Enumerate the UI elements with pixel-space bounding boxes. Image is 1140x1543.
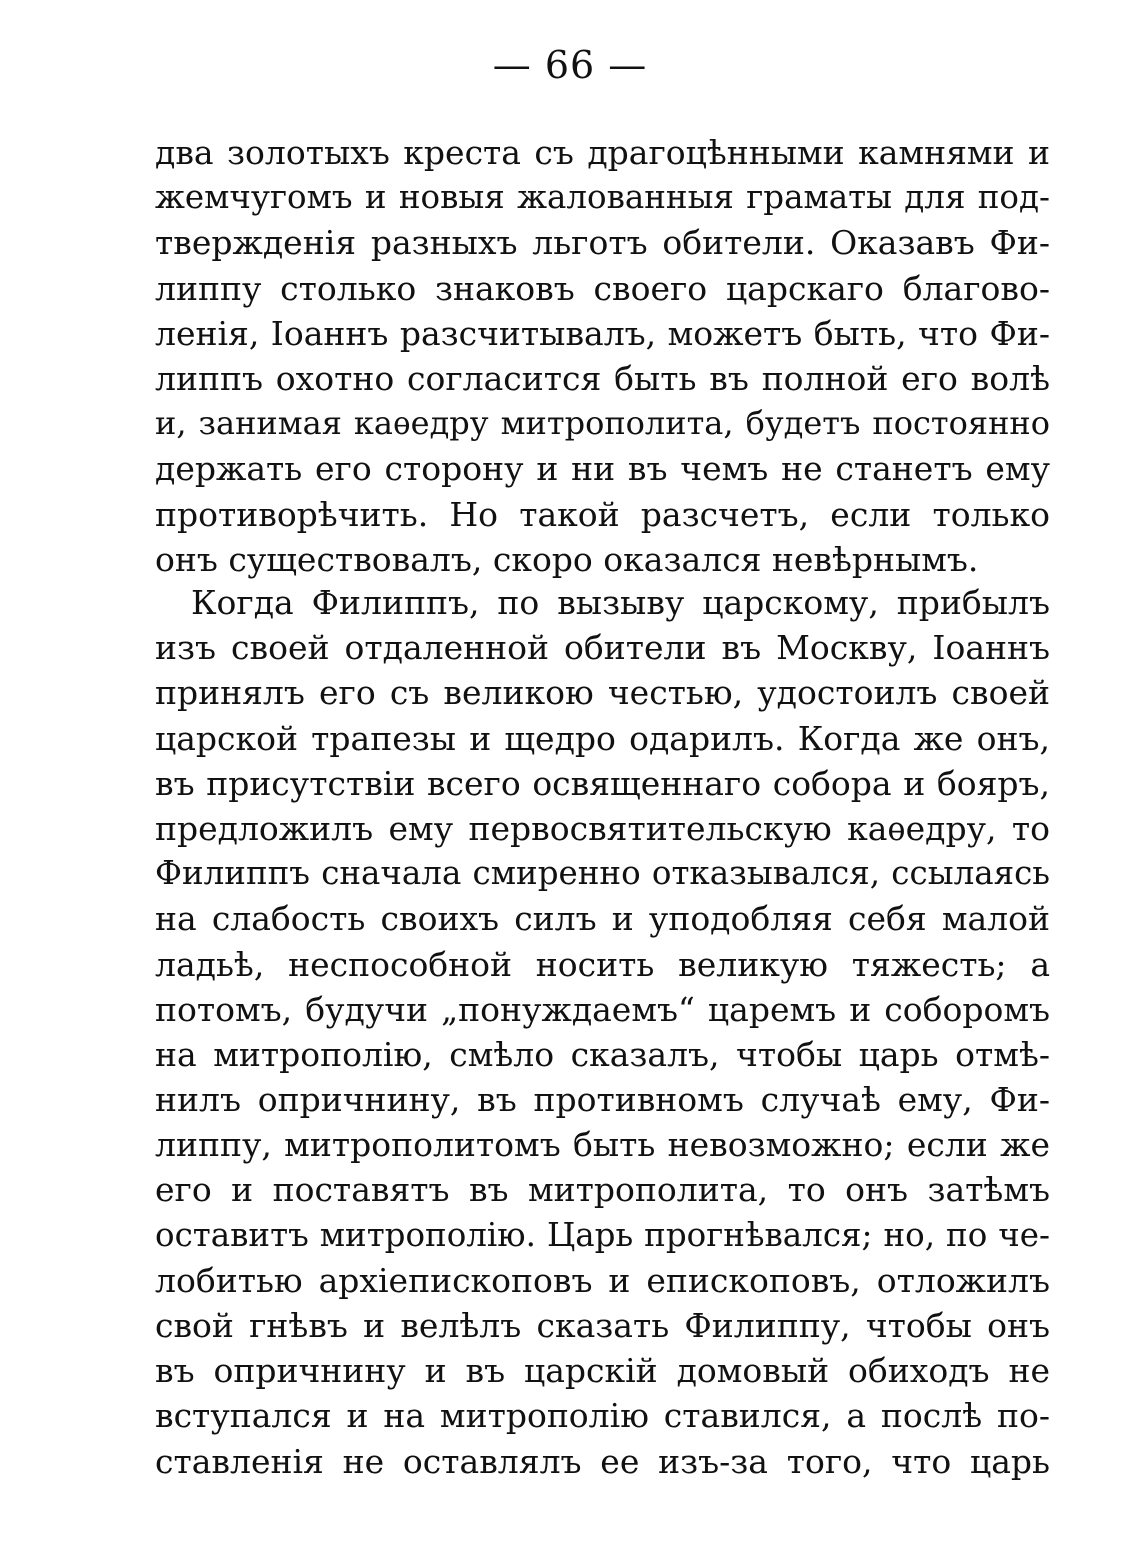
text-line: въ присутствіи всего освященнаго собора и бояръ, — [155, 763, 1050, 803]
text-line: и, занимая каѳедру митрополита, будетъ постоянно — [155, 404, 1050, 443]
text-line: ладьѣ, неспособной носить великую тяжесть; а — [155, 944, 1050, 984]
text-line: Филиппъ сначала смиренно отказывался, ссылаясь — [155, 854, 1050, 893]
text-line: свой гнѣвъ и велѣлъ сказать Филиппу, чтобы онъ — [155, 1306, 1050, 1345]
paragraph-2 — [155, 580, 1050, 1484]
text-line: принялъ его съ великою честью, удостоилъ своей — [155, 673, 1050, 713]
text-line: липпу столько знаковъ своего царскаго благово- — [155, 268, 1050, 308]
text-line: на слабость своихъ силъ и уподобляя себя малой — [155, 899, 1050, 939]
text-line: вступался и на митрополію ставился, а послѣ по- — [155, 1396, 1050, 1436]
text-line: лобитью архіепископовъ и епископовъ, отложилъ — [155, 1260, 1050, 1300]
text-line: липпъ охотно согласится быть въ полной его волѣ — [155, 358, 1050, 398]
text-line: два золотыхъ креста съ драгоцѣнными камнями и — [155, 133, 1050, 172]
text-line: царской трапезы и щедро одарилъ. Когда же онъ, — [155, 718, 1050, 758]
text-line: оставитъ митрополію. Царь прогнѣвался; но, по че- — [155, 1215, 1050, 1254]
text-line: ставленія не оставлялъ ее изъ-за того, что царь — [155, 1441, 1050, 1481]
text-line: держать его сторону и ни въ чемъ не станетъ ему — [155, 449, 1050, 489]
text-line: потомъ, будучи „понуждаемъ“ царемъ и соборомъ — [155, 989, 1050, 1029]
text-line: въ опричнину и въ царскій домовый обиходъ не — [155, 1351, 1050, 1391]
text-line: ленія, Іоаннъ разсчитывалъ, можетъ быть, что Фи- — [155, 313, 1050, 353]
text-line: жемчугомъ и новыя жалованныя граматы для под- — [155, 178, 1050, 217]
text-line: липпу, митрополитомъ быть невозможно; если же — [155, 1125, 1050, 1165]
page-number: — 66 — — [492, 43, 648, 87]
text-line: противорѣчить. Но такой разсчетъ, если только — [155, 494, 1050, 534]
text-line: онъ существовалъ, скоро оказался невѣрнымъ. — [155, 539, 979, 579]
text-line: на митрополію, смѣло сказалъ, чтобы царь отмѣ- — [155, 1034, 1050, 1074]
paragraph-1 — [155, 130, 1050, 582]
text-line: твержденія разныхъ льготъ обители. Оказавъ Фи- — [155, 223, 1050, 263]
text-line: изъ своей отдаленной обители въ Москву, Іоаннъ — [155, 628, 1050, 668]
text-line: нилъ опричнину, въ противномъ случаѣ ему, Фи- — [155, 1080, 1050, 1120]
text-line: предложилъ ему первосвятительскую каѳедру, то — [155, 808, 1050, 848]
text-line: Когда Филиппъ, по вызыву царскому, прибылъ — [191, 583, 1050, 622]
text-line: его и поставятъ въ митрополита, то онъ затѣмъ — [155, 1170, 1050, 1210]
